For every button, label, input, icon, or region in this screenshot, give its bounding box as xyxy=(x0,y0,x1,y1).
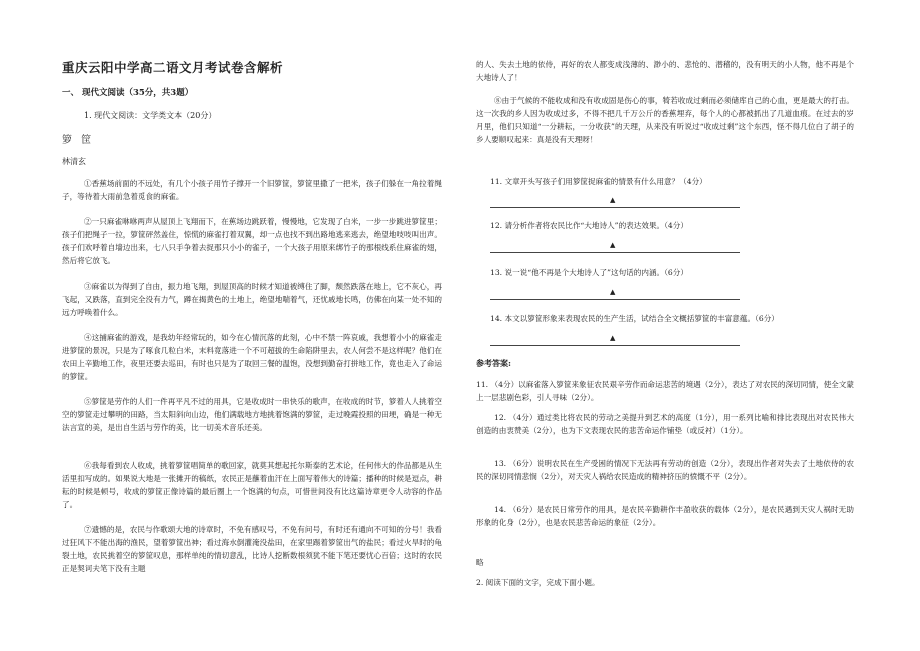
passage-paragraph-4: ④这捕麻雀的游戏，是我幼年经常玩的，如今在心情沉落的此刻，心中不禁一阵哀戚，我想着小小的麻雀走进箩筐的景况，只是为了啄食几粒白米，末料竟落进一个不可超拔的生命陷阱里去，农人何尝不是这样呢？他们在农田上辛勤地工作，夜里还要去巡田，有时也只是为了取回三餐的温饱，没想到勤奋打拼地工作，竟也走入了命运的箩筐。 xyxy=(62,333,442,381)
document-title: 重庆云阳中学高二语文月考试卷含解析 xyxy=(62,60,284,75)
subsection-heading: 1. 现代文阅读：文学类文本（20分） xyxy=(84,111,217,120)
next-task-heading: 2. 阅读下面的文字，完成下面小题。 xyxy=(476,578,600,587)
passage-paragraph-5: ⑤箩筐是劳作的人们一件再平凡不过的用具，它是收成时一串快乐的歌声，在收成的时节，箩着人人挑着空空的箩筐走过攀明的田路，当太阳斜向山边，他们满载地方地挑着饱满的箩筐，走过晚霞投照的田埂，确是一种无法言宣的美，是出自生活与劳作的美，比一切美术音乐还美。 xyxy=(62,397,442,432)
passage-paragraph-7-cont: 的人、失去土地的依侍，再好的农人都变成浅薄的、渺小的、悲怆的、潜稽的，没有明天的小人物，他不再是个大地诗人了！ xyxy=(476,60,854,82)
passage-paragraph-7: ⑦遗憾的是，农民与作歌颂大地的诗章时，不免有感叹号，不免有问号，有时还有通向不可知的分号！我看过狂风下不能出海的渔民，望着箩筐出神；看过海水倒灌淹没盐田，在家里踢着箩筐出气的盐民；看过火旱时的龟裂土地，农民挑着空的箩筐叹息，那样单纯的情切意乱，比诗人挖断数根须犹不能下笔还要忧心百倍；这时的农民正是契诃夫笔下没有主题 xyxy=(62,525,442,573)
answer-11: 11. （4分）以麻雀落入箩筐来象征农民艰辛劳作而命运悲苦的境遇（2分），表达了对农民的深切同情，使全文蒙上一层悲剧色彩，引人寻味（2分）。 xyxy=(476,380,854,402)
answer-marker: ▲ xyxy=(610,288,616,296)
passage-paragraph-1: ①香蕉场前面的不远处，有几个小孩子用竹子撑开一个旧箩筐，箩筐里撒了一把米，孩子们躲在一角拉着绳子，等待着大雨前急着觅食的麻雀。 xyxy=(62,179,442,201)
answer-marker: ▲ xyxy=(610,196,616,204)
answer-marker: ▲ xyxy=(610,241,616,249)
section-heading: 一、 现代文阅读（35分，共3题） xyxy=(62,88,194,98)
question-14: 14. 本文以箩筐形象来表现农民的生产生活，试结合全文概括箩筐的丰富意蕴。（6分） xyxy=(490,314,779,323)
answer-14: 14. （6分）是农民日常劳作的用具，是农民辛勤耕作丰盈收获的载体（2分），是农民遇到天灾人祸时无助形象的化身（2分），也是农民悲苦命运的象征（2分）。 xyxy=(476,505,854,527)
passage-paragraph-3: ③麻雀以为得到了自由，振力地飞翔，到屋顶高的时候才知道被缚住了脚，颓然跌落在地上，它不灰心，再飞起，又跌落，直到完全没有力气，蹲在揭黄色的土地上，绝望地喘着气，还忧戚地长鸣，仿佛在向某一处不知的远方呼唤着什么。 xyxy=(62,282,442,317)
question-13: 13. 说一说“他不再是个大地诗人了”这句话的内涵。（6分） xyxy=(490,268,688,277)
question-12: 12. 请分析作者将农民比作“大地诗人”的表达效果。（4分） xyxy=(490,221,688,230)
answer-13: 13. （6分）说明农民在生产受困的情况下无法再有劳动的创造（2分），表现出作者对失去了土地依侍的农民的深切同情悲悯（2分），对天灾人祸给农民造成的精神挤压的愤慨不平（2分）。 xyxy=(476,459,854,481)
answer-line-14[interactable] xyxy=(490,335,740,346)
passage-paragraph-6: ⑥我每看到农人收成，挑着箩筐唱简单的歌回家，就莫其想起托尔斯泰的艺术论，任何伟大的作品都是从生活里扣写成的。如果说大地是一张摊开的稿纸，农民正是蘸着血汗在上面写着伟大的诗篇；播种的时候是逗点，耕耘的时候是顿号，收成的箩筐正像诗篇的最后圈上一个饱满的句点，可惜世间没有比这篇诗章更令人动容的作品了。 xyxy=(62,461,442,509)
passage-paragraph-2: ②一只麻雀咻咻两声从屋顶上飞翔而下，在蕉场边跳跃着，慢慢地，它发现了白米，一步一步跳进箩筐里；孩子们把绳子一拉，箩筐砰然盖住，惊慌的麻雀打着双翼，却一点也找不到出路地逃来逃去，绝望地吱吱叫出声。孩子们欢呼着自墙边出来，七八只手争着去捉那只小小的雀子，一个大孩子用原来绑竹子的那根线系住麻雀的翅，然后将它放飞。 xyxy=(62,217,442,265)
omitted-note: 略 xyxy=(476,558,484,567)
answer-12: 12. （4分）通过类比将农民的劳动之美提升到艺术的高度（1分），用一系列比喻和排比表现出对农民伟大创造的由衷赞美（2分），也为下文表现农民的悲苦命运作铺垫（或反衬）（1分）。 xyxy=(476,413,854,435)
answers-heading: 参考答案: xyxy=(476,358,511,368)
question-11: 11. 文章开头写孩子们用箩筐捉麻雀的情景有什么用意？（4分） xyxy=(490,177,707,186)
answer-line-13[interactable] xyxy=(490,289,740,300)
answer-line-12[interactable] xyxy=(490,242,740,253)
passage-author: 林清玄 xyxy=(62,157,86,166)
passage-paragraph-8: ⑧由于气候的不能收成和没有收成固是伤心的事，犄若收成过剩而必须储库自己的心血，更是最大的打击。这一次我的乡人因为收成过多，不得不把几千万公斤的香蕉埋弃，每个人的心都被抓出了几道血痕。在过去的岁月里，他们只知道“一分耕耘，一分收获”的天理，从来没有听说过“收成过剩”这个东西，怪不得几位白了胡子的乡人要顺叹起来：真是没有天理呀！ xyxy=(476,96,854,144)
answer-marker: ▲ xyxy=(610,334,616,342)
passage-title: 箩 筐 xyxy=(62,135,95,146)
answer-line-11[interactable] xyxy=(490,197,740,208)
